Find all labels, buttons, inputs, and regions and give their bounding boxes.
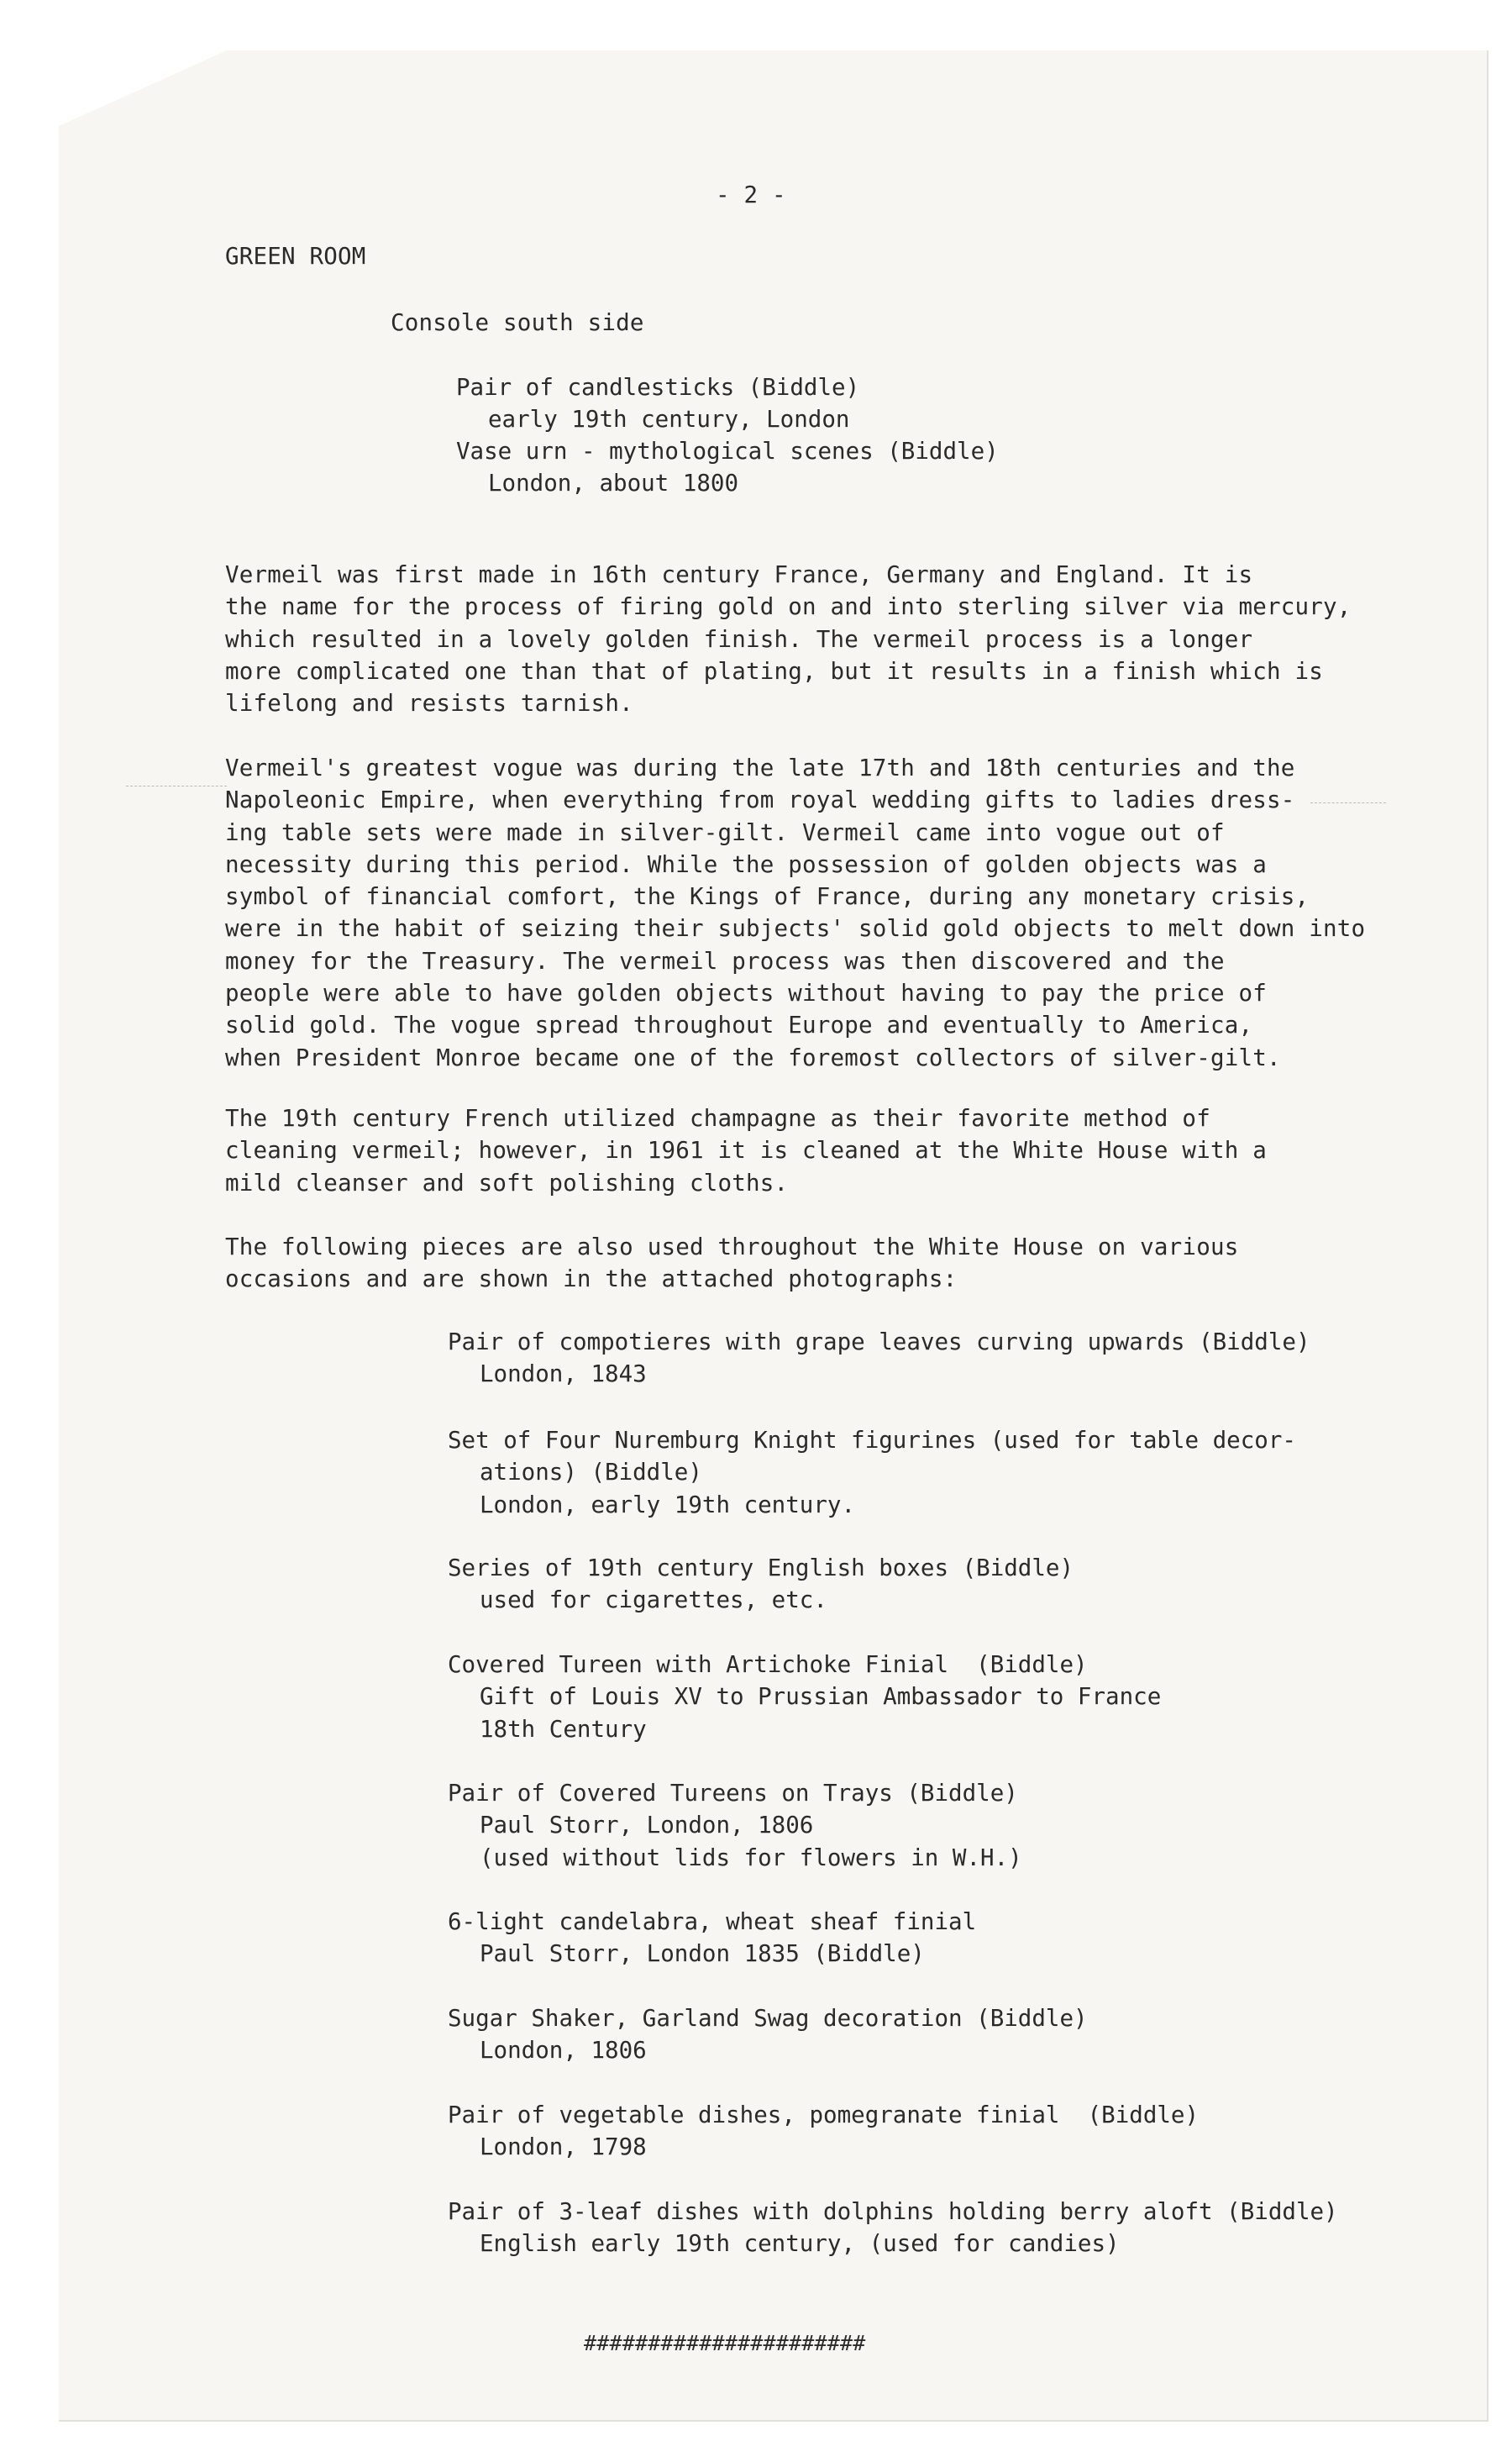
piece-title: Pair of Covered Tureens on Trays (Biddle) xyxy=(448,1780,1018,1807)
console-item xyxy=(456,435,999,500)
piece-item xyxy=(448,2196,1338,2260)
piece-item xyxy=(448,1906,976,1970)
item-detail: London, about 1800 xyxy=(488,470,739,497)
item-title: Pair of candlesticks (Biddle) xyxy=(456,374,860,401)
piece-detail: English early 19th century, (used for candies) xyxy=(480,2230,1120,2258)
console-heading: Console south side xyxy=(391,309,644,336)
footer-marks: ###################### xyxy=(584,2331,866,2355)
piece-title: Covered Tureen with Artichoke Finial (Biddle) xyxy=(448,1651,1088,1678)
piece-detail: London, 1798 xyxy=(480,2133,647,2161)
piece-item xyxy=(448,1552,1074,1617)
piece-detail: London, 1806 xyxy=(480,2037,647,2065)
page-number: - 2 - xyxy=(716,181,786,208)
piece-title: Set of Four Nuremburg Knight figurines (used for table decor- xyxy=(448,1427,1296,1454)
piece-item xyxy=(448,1326,1310,1391)
paragraph-vermeil-vogue: Vermeil's greatest vogue was during the late 17th and 18th centuries and the Napoleonic Empire, when everything from royal wedding gifts to ladies dress- ing table sets were made in silver-gilt. Vermeil came into vogue out of necessity during this period. While the possession of golden objects was a symbol of financial comfort, the Kings of France, during any monetary crisis, were in the habit of seizing their subjects' solid gold objects to melt down into money for the Treasury. The vermeil process was then discovered and the people were able to have golden objects without having to pay the price of solid gold. The vogue spread throughout Europe and eventually to America, when President Monroe became one of the foremost collectors of silver-gilt. xyxy=(225,755,1366,1071)
piece-detail: London, 1843 xyxy=(480,1360,647,1388)
piece-title: Series of 19th century English boxes (Biddle) xyxy=(448,1555,1074,1581)
piece-title: Pair of compotieres with grape leaves curving upwards (Biddle) xyxy=(448,1328,1310,1355)
paragraph-following-pieces: The following pieces are also used throughout the White House on various occasions and are shown in the attached photographs: xyxy=(225,1234,1239,1293)
piece-detail: ations) (Biddle) xyxy=(480,1459,702,1486)
item-title: Vase urn - mythological scenes (Biddle) xyxy=(456,438,999,465)
stray-mark xyxy=(126,786,227,787)
paragraph-cleaning: The 19th century French utilized champagne as their favorite method of cleaning vermeil; however, in 1961 it is cleaned at the White House with a mild cleanser and soft polishing cloths. xyxy=(225,1105,1267,1197)
piece-detail: Paul Storr, London, 1806 xyxy=(480,1812,814,1839)
console-item xyxy=(456,371,859,436)
piece-detail: Gift of Louis XV to Prussian Ambassador to France xyxy=(480,1683,1162,1711)
piece-item xyxy=(448,1424,1296,1521)
piece-detail: 18th Century xyxy=(480,1715,647,1743)
piece-title: Sugar Shaker, Garland Swag decoration (Biddle) xyxy=(448,2005,1088,2032)
piece-item xyxy=(448,1649,1161,1745)
piece-detail: used for cigarettes, etc. xyxy=(480,1586,827,1614)
piece-item xyxy=(448,2099,1199,2164)
piece-title: Pair of vegetable dishes, pomegranate finial (Biddle) xyxy=(448,2102,1200,2128)
piece-detail: London, early 19th century. xyxy=(480,1491,856,1518)
paragraph-vermeil-origin: Vermeil was first made in 16th century France, Germany and England. It is the name for the process of firing gold on and into sterling silver via mercury, which resulted in a lovely golden finish. The vermeil process is a longer more complicated one than that of plating, but it results in a finish which is lifelong and resists tarnish. xyxy=(225,561,1352,718)
piece-title: Pair of 3-leaf dishes with dolphins holding berry aloft (Biddle) xyxy=(448,2198,1338,2225)
piece-item xyxy=(448,1777,1022,1874)
piece-item xyxy=(448,2002,1088,2067)
room-heading: GREEN ROOM xyxy=(225,243,366,270)
piece-title: 6-light candelabra, wheat sheaf finial xyxy=(448,1908,977,1935)
item-detail: early 19th century, London xyxy=(488,406,850,434)
piece-detail: Paul Storr, London 1835 (Biddle) xyxy=(480,1940,925,1968)
piece-detail: (used without lids for flowers in W.H.) xyxy=(480,1844,1022,1871)
